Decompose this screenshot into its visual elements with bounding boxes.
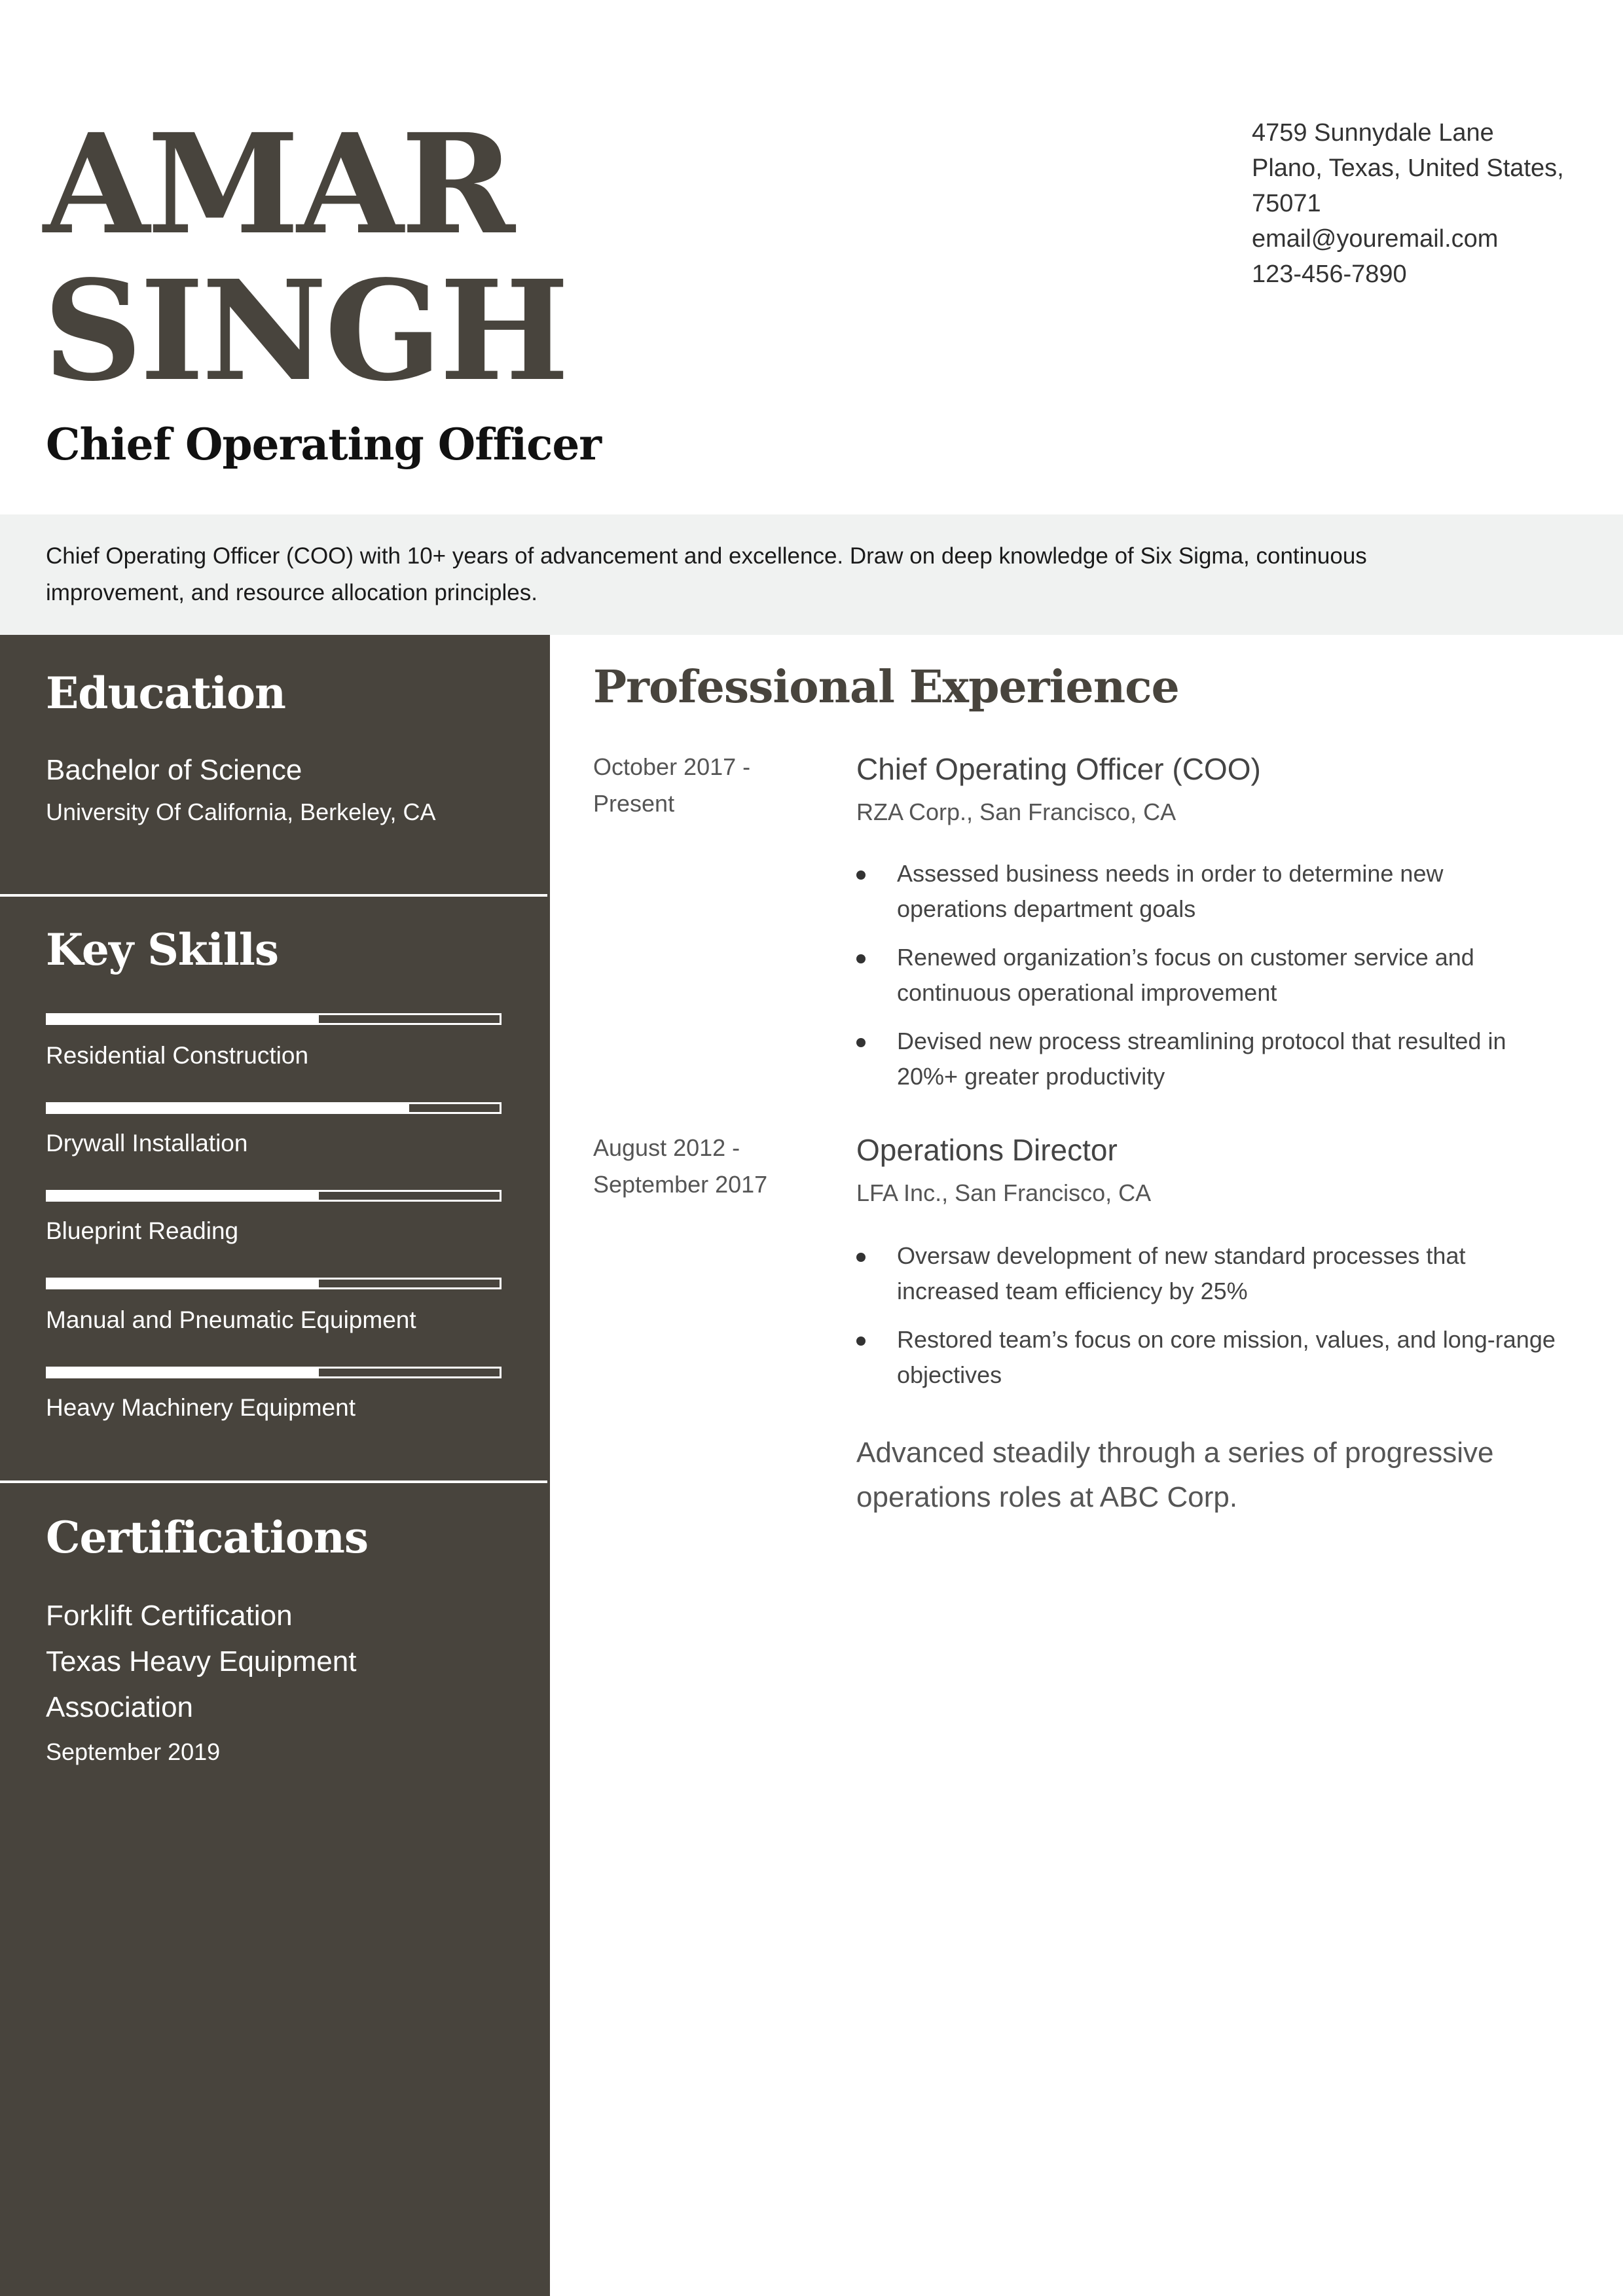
sidebar: [0, 635, 550, 2296]
job-bullet: [856, 1238, 1577, 1309]
summary-text: [46, 538, 1486, 611]
contact-zip: 75071: [1252, 190, 1321, 217]
contact-street: 4759 Sunnydale Lane: [1252, 119, 1494, 147]
summary-line-1: Chief Operating Officer (COO) with 10+ years of advancement and excellence. Draw on deep knowledge of Six Sigma, continuous: [46, 543, 1367, 569]
skill-bar-fill: [48, 1369, 319, 1376]
bullet-line: Oversaw development of new standard processes that: [897, 1242, 1466, 1269]
contact-city-state: Plano, Texas, United States,: [1252, 154, 1564, 182]
job-date-start: August 2012 -: [593, 1134, 740, 1161]
first-name: AMAR: [43, 103, 513, 265]
skill-bar: [46, 1102, 501, 1114]
bullet-line: objectives: [897, 1361, 1002, 1388]
skill-bar: [46, 1278, 501, 1289]
summary-line-2: improvement, and resource allocation principles.: [46, 580, 538, 605]
closing-line-2: operations roles at ABC Corp.: [856, 1481, 1238, 1513]
skill-label: Blueprint Reading: [46, 1217, 239, 1244]
contact-phone[interactable]: 123-456-7890: [1252, 260, 1407, 288]
sidebar-divider: [0, 894, 547, 897]
job-title: Chief Operating Officer (COO): [856, 752, 1261, 786]
certifications-heading: Certifications: [46, 1512, 368, 1563]
job-date-end: September 2017: [593, 1171, 768, 1198]
job-bullet: [856, 1024, 1577, 1094]
job-company: RZA Corp., San Francisco, CA: [856, 798, 1176, 825]
job-bullet: [856, 940, 1577, 1011]
skill-bar-fill: [48, 1280, 319, 1287]
skill-label: Heavy Machinery Equipment: [46, 1394, 356, 1421]
candidate-name: [43, 103, 567, 412]
bullet-line: increased team efficiency by 25%: [897, 1278, 1248, 1304]
job-date-end: Present: [593, 790, 675, 817]
sidebar-divider: [0, 1480, 547, 1483]
education-degree: Bachelor of Science: [46, 754, 302, 786]
contact-email[interactable]: email@youremail.com: [1252, 225, 1499, 253]
skills-heading: Key Skills: [46, 924, 278, 975]
skill-label: Residential Construction: [46, 1042, 309, 1069]
skill-bar-fill: [48, 1015, 319, 1023]
certification-date: September 2019: [46, 1738, 221, 1765]
bullet-line: continuous operational improvement: [897, 979, 1277, 1006]
job-bullet: [856, 1322, 1577, 1393]
education-heading: Education: [46, 668, 285, 719]
job-date-start: October 2017 -: [593, 753, 751, 780]
skill-bar: [46, 1190, 501, 1202]
job-company: LFA Inc., San Francisco, CA: [856, 1179, 1152, 1206]
bullet-dot-icon: [856, 1253, 866, 1262]
experience-closing-note: [856, 1431, 1577, 1520]
contact-block: [1252, 115, 1564, 292]
skill-bar: [46, 1013, 501, 1025]
job-title: Operations Director: [856, 1133, 1118, 1167]
education-school: University Of California, Berkeley, CA: [46, 798, 436, 825]
certification-name: Forklift Certification: [46, 1600, 293, 1632]
last-name: SINGH: [43, 250, 567, 412]
bullet-line: Devised new process streamlining protocol that resulted in: [897, 1028, 1506, 1054]
certification-issuer-line-2: Association: [46, 1691, 194, 1723]
bullet-line: Restored team’s focus on core mission, values, and long-range: [897, 1326, 1556, 1353]
bullet-dot-icon: [856, 954, 866, 963]
job-date: [593, 749, 750, 822]
bullet-dot-icon: [856, 870, 866, 880]
closing-line-1: Advanced steadily through a series of progressive: [856, 1437, 1494, 1469]
job-date: [593, 1130, 767, 1203]
bullet-line: Assessed business needs in order to determine new: [897, 860, 1444, 887]
bullet-dot-icon: [856, 1336, 866, 1346]
bullet-line: 20%+ greater productivity: [897, 1063, 1165, 1090]
skill-bar-fill: [48, 1192, 319, 1200]
job-bullet: [856, 856, 1577, 927]
skill-bar-fill: [48, 1104, 409, 1112]
skill-label: Manual and Pneumatic Equipment: [46, 1306, 416, 1333]
skill-label: Drywall Installation: [46, 1130, 248, 1157]
certification-issuer-line-1: Texas Heavy Equipment: [46, 1645, 357, 1677]
bullet-line: operations department goals: [897, 895, 1196, 922]
experience-heading: Professional Experience: [593, 661, 1179, 713]
bullet-dot-icon: [856, 1038, 866, 1047]
job-title-header: Chief Operating Officer: [46, 419, 602, 470]
skill-bar: [46, 1367, 501, 1378]
bullet-line: Renewed organization’s focus on customer service and: [897, 944, 1474, 971]
